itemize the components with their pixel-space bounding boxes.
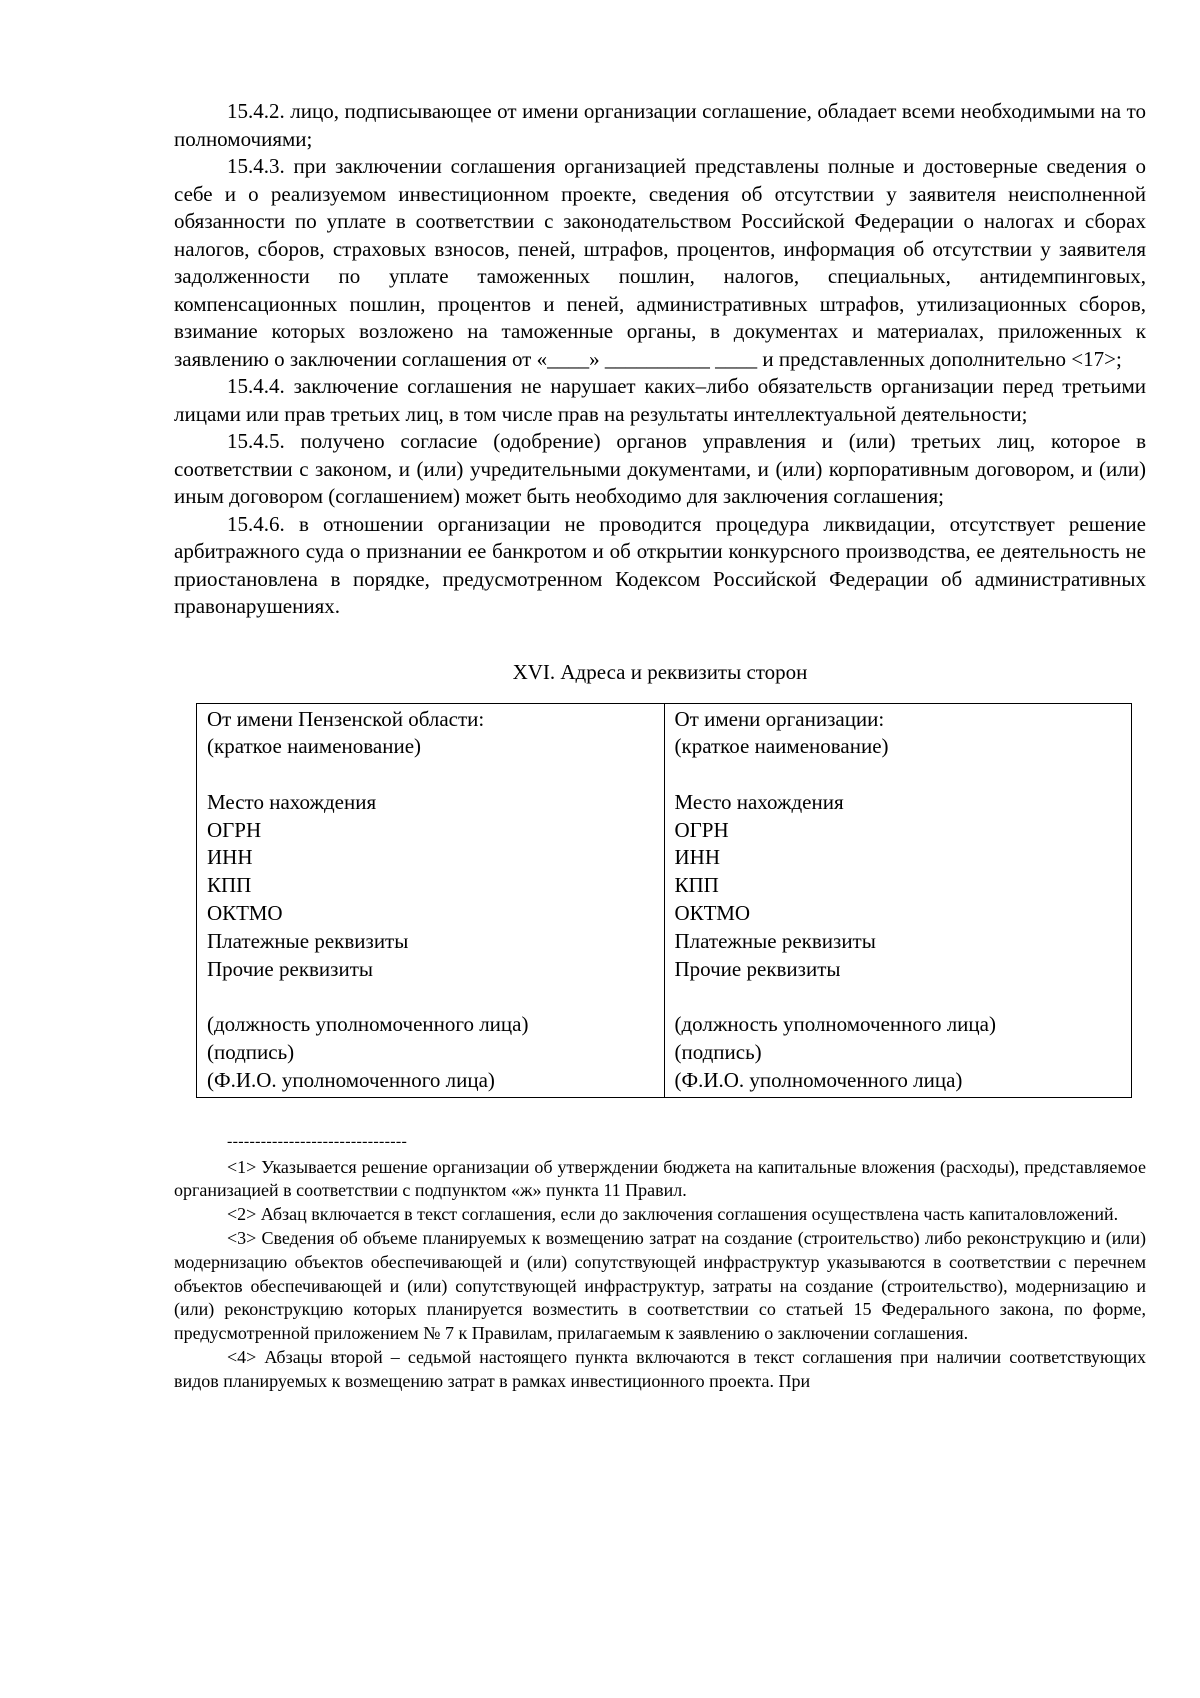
party-signature: (подпись)	[207, 1040, 295, 1065]
paragraph-15-4-6: 15.4.6. в отношении организации не проводится процедура ликвидации, отсутствует решение арбитражного суда о признании ее банкротом и об открытии конкурсного производства, ее деятельность не приостановлена в порядке, предусмотренном Кодексом Российской Федерации об административных правонарушениях.	[174, 511, 1146, 618]
blank-line	[675, 761, 1122, 789]
party-fio: (Ф.И.О. уполномоченного лица)	[207, 1067, 495, 1092]
footnote-separator: --------------------------------	[227, 1132, 408, 1150]
party-location: Место нахождения	[207, 789, 377, 814]
party-payment: Платежные реквизиты	[207, 928, 409, 953]
party-fio: (Ф.И.О. уполномоченного лица)	[674, 1067, 963, 1092]
party-position: (должность уполномоченного лица)	[674, 1012, 996, 1037]
blank-line	[675, 983, 1122, 1011]
footnote-4: <4> Абзацы второй – седьмой настоящего пункта включаются в текст соглашения при наличии соответствующих видов планируемых к возмещению затрат в рамках инвестиционного проекта. При	[174, 1347, 1146, 1391]
paragraph-15-4-3: 15.4.3. при заключении соглашения организацией представлены полные и достоверные сведения о себе и о реализуемом инвестиционном проекте, сведения об отсутствии у заявителя неисполненной обязанности по уплате в соответствии с законодательством Российской Федерации о налогах и сборах налогов, сборов, страховых взносов, пеней, штрафов, процентов, информация об отсутствии у заявителя задолженности по уплате таможенных пошлин, налогов, специальных, антидемпинговых, компенсационных пошлин, процентов и пеней, административных штрафов, утилизационных сборов, взимание которых возложено на таможенные органы, в документах и материалах, приложенных к заявлению о заключении соглашения от «____» __________ ____ и представленных дополнительно <17>;	[174, 154, 1146, 371]
section-title: XVI. Адреса и реквизиты сторон	[512, 659, 808, 684]
footnote-1: <1> Указывается решение организации об утверждении бюджета на капитальные вложения (расходы), представляемое организацией в соответствии с подпунктом «ж» пункта 11 Правил.	[174, 1156, 1146, 1201]
party-location: Место нахождения	[674, 789, 844, 814]
blank-line	[207, 983, 654, 1011]
requisites-table	[196, 703, 1132, 1098]
paragraph-15-4-2: 15.4.2. лицо, подписывающее от имени организации соглашение, обладает всеми необходимыми на то полномочиями;	[174, 99, 1146, 151]
party-position: (должность уполномоченного лица)	[207, 1012, 529, 1037]
footnote-3: <3> Сведения об объеме планируемых к возмещению затрат на создание (строительство) либо реконструкцию и (или) модернизацию объектов обеспечивающей и (или) сопутствующей инфраструктур указываются в соответствии с перечнем объектов обеспечивающей и (или) сопутствующей инфраструктур, затраты на создание (строительство), модернизацию и (или) реконструкцию которых планируется возместить в соответствии со статьей 15 Федерального закона, по форме, предусмотренной приложением № 7 к Правилам, прилагаемым к заявлению о заключении соглашения.	[174, 1228, 1146, 1344]
paragraph-15-4-5: 15.4.5. получено согласие (одобрение) органов управления и (или) третьих лиц, которое в соответствии с законом, и (или) учредительными документами, и (или) корпоративным договором, и (или) иным договором (соглашением) может быть необходимо для заключения соглашения;	[174, 429, 1146, 508]
party-ogrn: ОГРН	[674, 817, 729, 842]
party-oktmo: ОКТМО	[207, 901, 283, 926]
party-ogrn: ОГРН	[207, 817, 262, 842]
party-left-cell	[197, 703, 665, 1097]
party-right-cell	[664, 703, 1132, 1097]
party-inn: ИНН	[674, 845, 720, 870]
party-kpp: КПП	[674, 873, 719, 898]
party-other: Прочие реквизиты	[674, 956, 841, 981]
party-payment: Платежные реквизиты	[674, 928, 876, 953]
blank-line	[207, 761, 654, 789]
party-signature: (подпись)	[674, 1040, 762, 1065]
party-kpp: КПП	[207, 873, 252, 898]
party-other: Прочие реквизиты	[207, 956, 373, 981]
document-page	[174, 98, 1146, 1394]
footnote-2: <2> Абзац включается в текст соглашения, если до заключения соглашения осуществлена часть капиталовложений.	[227, 1204, 1119, 1225]
party-short-name: (краткое наименование)	[207, 734, 422, 759]
party-inn: ИНН	[207, 845, 253, 870]
party-header: От имени организации:	[674, 706, 885, 731]
party-header: От имени Пензенской области:	[207, 706, 485, 731]
party-oktmo: ОКТМО	[674, 901, 751, 926]
party-short-name: (краткое наименование)	[674, 734, 889, 759]
paragraph-15-4-4: 15.4.4. заключение соглашения не нарушает каких–либо обязательств организации перед третьими лицами или прав третьих лиц, в том числе прав на результаты интеллектуальной деятельности;	[174, 374, 1146, 426]
